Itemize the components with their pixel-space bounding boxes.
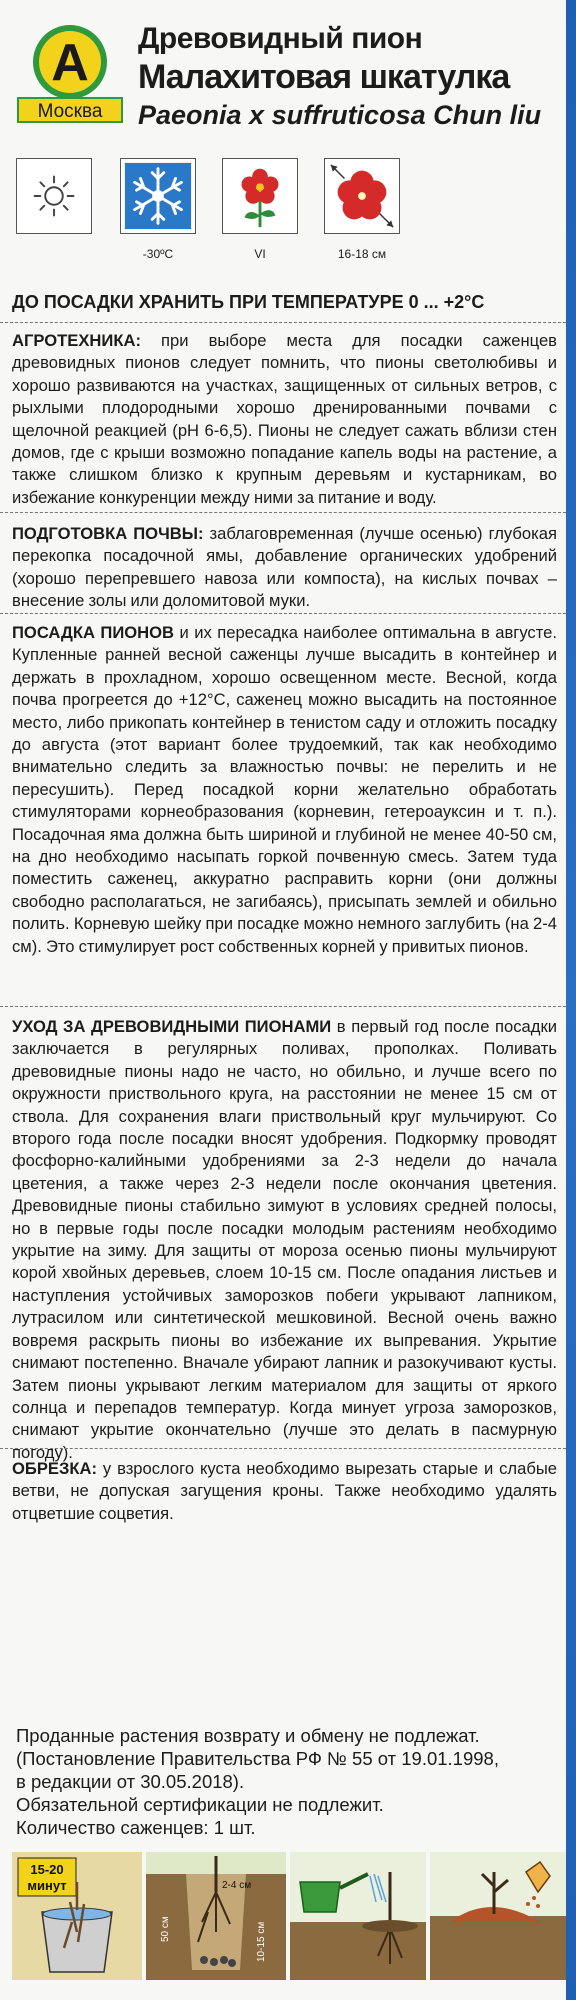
watering-illustration xyxy=(290,1852,426,1980)
bucket-icon xyxy=(42,1912,112,1972)
mulch-depth: 10-15 см xyxy=(256,1921,267,1962)
section-text: при выборе места для посадки саженцев древовидных пионов следует помнить, что пионы светолюбивы и хорошо развиваются на участках, защищенных от сильных ветров, с рыхлыми плодородными хорошо дренированными почвами с щелочной реакцией (рН 6-6,5). Пионы не следует сажать вблизи стен домов, где с крыши возможно попадание капель воды на растение, а также слишком близко к крупным деревьям и кустарникам, во избежание конкуренции между ними за питание и воду. xyxy=(12,331,557,507)
divider xyxy=(0,1006,566,1007)
footer-line: Количество саженцев: 1 шт. xyxy=(16,1817,256,1838)
collar-depth: 2-4 см xyxy=(222,1880,252,1891)
section-planting xyxy=(12,622,557,958)
section-heading: УХОД ЗА ДРЕВОВИДНЫМИ ПИОНАМИ xyxy=(12,1017,332,1036)
section-text: у взрослого куста необходимо вырезать старые и слабые ветви, не допуская загущения кроны. Также необходимо удалять отцветшие соцветия. xyxy=(12,1459,557,1523)
section-heading: ПОДГОТОВКА ПОЧВЫ: xyxy=(12,524,204,543)
footer-line: в редакции от 30.05.2018). xyxy=(16,1771,245,1792)
latin-name: Paeonia x suffruticosa Chun liu xyxy=(138,100,542,130)
divider xyxy=(0,512,566,513)
flower-size-caption: 16-18 см xyxy=(337,247,387,261)
soak-step-illustration xyxy=(12,1852,142,1980)
blue-edge-strip xyxy=(566,0,576,2000)
storage-note: ДО ПОСАДКИ ХРАНИТЬ ПРИ ТЕМПЕРАТУРЕ 0 ... +2°С xyxy=(12,292,485,312)
section-heading: ОБРЕЗКА: xyxy=(12,1459,98,1478)
watering-can-icon xyxy=(300,1882,340,1912)
section-pruning xyxy=(12,1458,557,1525)
divider xyxy=(0,322,566,323)
footer-line: Обязательной сертификации не подлежит. xyxy=(16,1794,384,1815)
logo-city: Москва xyxy=(37,101,103,122)
footer-line: Проданные растения возврату и обмену не подлежат. xyxy=(16,1725,480,1746)
divider xyxy=(0,613,566,614)
section-care xyxy=(12,1016,557,1464)
bloom-month-caption: VI xyxy=(254,247,266,261)
soak-unit: минут xyxy=(27,1878,67,1893)
flower-diameter-icon xyxy=(324,158,400,234)
planting-pit-illustration xyxy=(146,1852,286,1980)
section-heading: АГРОТЕХНИКА: xyxy=(12,331,141,350)
soak-time: 15-20 xyxy=(30,1862,64,1877)
section-text: заблаговременная (лучше осенью) глубокая перекопка посадочной ямы, добавление органических удобрений (хорошо перепревшего навоза или компоста), на кислых почвах – внесение золы или доломитовой муки. xyxy=(12,524,557,611)
logo-letter: А xyxy=(51,34,89,92)
pit-depth: 50 см xyxy=(160,1916,171,1942)
section-agrotechnics xyxy=(12,330,557,509)
section-heading: ПОСАДКА ПИОНОВ xyxy=(12,623,175,642)
legal-footer xyxy=(16,1724,561,1839)
snowflake-icon xyxy=(120,158,196,234)
frost-caption: -30ºC xyxy=(142,247,174,261)
section-text: в первый год после посадки заключается в регулярных поливах, прополках. Поливать древовидные пионы надо не часто, но обильно, и лучше всего по окружности приствольного круга, на расстоянии не менее 15 см от ствола. Для сохранения влаги приствольный круг мульчируют. Со второго года после посадки вносят удобрения. Подкормку проводят фосфорно-калийными удобрениями за 2-3 недели до начала цветения, а также через 2-3 недели после окончания цветения. Древовидные пионы стабильно зимуют в условиях средней полосы, но в первые годы после посадки молодым растениям необходимо укрытие на зиму. Для защиты от мороза осенью пионы мульчируют корой хвойных деревьев, слоем 10-15 см. После опадания листьев и наступления устойчивых заморозков побеги укрывают лапником, лутрасилом или синтетической мешковиной. Весной очень важно вовремя раскрыть пионы во избежание их выпревания. Укрытие снимают постепенно. Вначале убирают лапник и разокучивают кусты. Затем пионы укрывают легким материалом для защиты от яркого солнца и перепадов температур. Когда минует угроза заморозков, снимают укрытие окончательно (лучше это делать в пасмурную погоду). xyxy=(12,1017,557,1462)
sun-icon xyxy=(16,158,92,234)
divider xyxy=(0,1448,566,1449)
section-soil-preparation xyxy=(12,523,557,613)
section-text: и их пересадка наиболее оптимальна в августе. Купленные ранней весной саженцы лучше высадить в контейнер и держать в прохладном, хорошо освещенном месте. Весной, когда почва прогреется до +12°С, саженец можно высадить на постоянное место, либо прикопать контейнер в тенистом саду и отложить посадку до августа (этот вариант более трудоемкий, так как необходимо внимательно следить за влажностью почвы: не перелить и не пересушить). Перед посадкой корни желательно обработать стимуляторами корнеобразования (корневин, гетероауксин и т. п.). Посадочная яма должна быть шириной и глубиной не менее 40-50 см, на дно необходимо насыпать горкой почвенную смесь. Затем туда поместить саженец, аккуратно расправить корни (они должны свободно располагаться, не загибаясь), присыпать землей и обильно полить. Корневую шейку при посадке можно немного заглубить (на 2-4 см). Это стимулирует рост собственных корней у привитых пионов. xyxy=(12,623,557,956)
brand-logo xyxy=(14,22,126,126)
flower-icon xyxy=(222,158,298,234)
mulching-illustration xyxy=(430,1852,566,1980)
footer-line: (Постановление Правительства РФ № 55 от 19.01.1998, xyxy=(16,1748,499,1769)
title-line-2: Малахитовая шкатулка xyxy=(138,58,510,96)
title-line-1: Древовидный пион xyxy=(138,22,423,55)
